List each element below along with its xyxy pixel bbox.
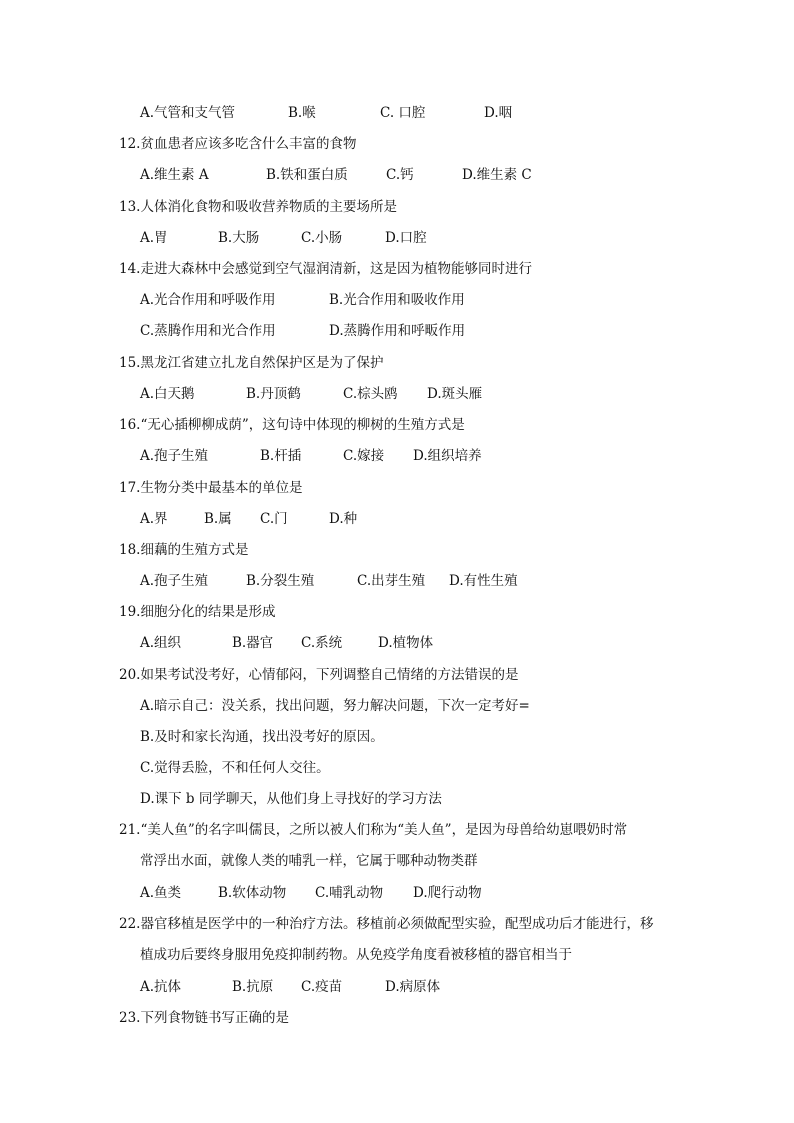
q14-option-c: C.蒸腾作用和光合作用: [140, 323, 276, 339]
q17-option-a: A.界: [140, 511, 168, 527]
q11-option-d: D.咽: [484, 105, 513, 121]
q22-option-c: C.疫苗: [301, 979, 343, 995]
q13-stem: 13.人体消化食物和吸收营养物质的主要场所是: [119, 199, 397, 215]
q17-option-c: C.门: [260, 511, 288, 527]
q11-option-b: B.喉: [288, 105, 316, 121]
q15-option-c: C.棕头鸥: [343, 386, 398, 402]
q14-stem: 14.走进大森林中会感觉到空气湿润清新，这是因为植物能够同时进行: [119, 261, 532, 277]
q14-option-b: B.光合作用和吸收作用: [329, 292, 465, 308]
q13-option-b: B.大肠: [218, 230, 260, 246]
q12-option-d: D.维生素 C: [462, 167, 532, 183]
q21-stem-line1: 21.“美人鱼”的名字叫儒艮，之所以被人们称为“美人鱼”，是因为母兽给幼崽喂奶时常: [119, 822, 628, 838]
q20-stem: 20.如果考试没考好，心情郁闷，下列调整自己情绪的方法错误的是: [119, 667, 519, 683]
q12-option-c: C.钙: [386, 167, 414, 183]
q17-stem: 17.生物分类中最基本的单位是: [119, 480, 303, 496]
q19-stem: 19.细胞分化的结果是形成: [119, 604, 276, 620]
q18-option-b: B.分裂生殖: [246, 573, 315, 589]
q18-option-c: C.出芽生殖: [357, 573, 426, 589]
q12-stem: 12.贫血患者应该多吃含什么丰富的食物: [119, 136, 357, 152]
q22-option-b: B.抗原: [232, 979, 274, 995]
q22-stem-line1: 22.器官移植是医学中的一种治疗方法。移植前必须做配型实验，配型成功后才能进行，移: [119, 916, 654, 932]
q19-option-b: B.器官: [232, 635, 274, 651]
q20-option-d: D.课下 b 同学聊天，从他们身上寻找好的学习方法: [140, 791, 442, 807]
q22-stem-line2: 植成功后要终身服用免疫抑制药物。从免疫学角度看被移植的器官相当于: [140, 947, 572, 963]
q20-option-a: A.暗示自己：没关系，找出问题，努力解决问题，下次一定考好=: [140, 698, 530, 714]
q15-option-d: D.斑头雁: [427, 386, 483, 402]
q12-option-b: B.铁和蛋白质: [266, 167, 348, 183]
q15-option-b: B.丹顶鹤: [246, 386, 301, 402]
q21-stem-line2: 常浮出水面，就像人类的哺乳一样，它属于哪种动物类群: [140, 853, 478, 869]
q11-option-a: A.气管和支气管: [140, 105, 236, 121]
q17-option-b: B.属: [204, 511, 232, 527]
q12-option-a: A.维生素 A: [140, 167, 209, 183]
q19-option-c: C.系统: [301, 635, 343, 651]
q16-option-c: C.嫁接: [343, 448, 385, 464]
q15-option-a: A.白天鹅: [140, 386, 195, 402]
q13-option-d: D.口腔: [385, 230, 427, 246]
q19-option-d: D.植物体: [378, 635, 434, 651]
q16-option-d: D.组织培养: [413, 448, 482, 464]
q22-option-a: A.抗体: [140, 979, 182, 995]
q19-option-a: A.组织: [140, 635, 182, 651]
q16-stem: 16.“无心插柳柳成荫”，这句诗中体现的柳树的生殖方式是: [119, 417, 465, 433]
q20-option-b: B.及时和家长沟通，找出没考好的原因。: [140, 729, 384, 745]
q23-stem: 23.下列食物链书写正确的是: [119, 1010, 289, 1026]
q13-option-c: C.小肠: [301, 230, 343, 246]
q22-option-d: D.病原体: [385, 979, 441, 995]
q18-option-a: A.孢子生殖: [140, 573, 209, 589]
q17-option-d: D.种: [329, 511, 358, 527]
q11-option-c: C. 口腔: [380, 105, 426, 121]
q13-option-a: A.胃: [140, 230, 168, 246]
q21-option-a: A.鱼类: [140, 885, 182, 901]
q21-option-c: C.哺乳动物: [315, 885, 384, 901]
q20-option-c: C.觉得丢脸，不和任何人交往。: [140, 760, 330, 776]
q18-option-d: D.有性生殖: [449, 573, 518, 589]
q18-stem: 18.细藕的生殖方式是: [119, 542, 249, 558]
q14-option-d: D.蒸腾作用和呼畈作用: [329, 323, 466, 339]
q21-option-b: B.软体动物: [218, 885, 287, 901]
q21-option-d: D.爬行动物: [413, 885, 482, 901]
q16-option-b: B.杆插: [260, 448, 302, 464]
q14-option-a: A.光合作用和呼吸作用: [140, 292, 276, 308]
q15-stem: 15.黑龙江省建立扎龙自然保护区是为了保护: [119, 355, 384, 371]
q16-option-a: A.孢子生殖: [140, 448, 209, 464]
